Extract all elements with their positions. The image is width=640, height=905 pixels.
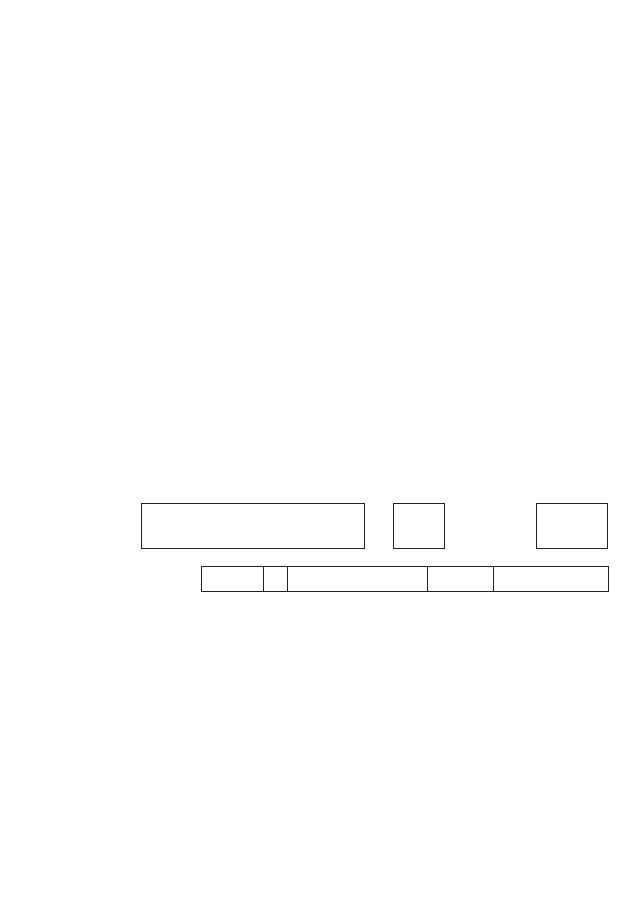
original-label — [202, 567, 264, 591]
reg-number-cell — [494, 567, 608, 591]
borrowed-label — [288, 567, 428, 591]
origin-row — [201, 566, 609, 592]
level-value-box — [536, 503, 608, 549]
code-original-cell — [428, 567, 494, 591]
function-name-box — [141, 503, 365, 549]
function-code-box — [393, 503, 445, 549]
original-mark — [264, 567, 288, 591]
